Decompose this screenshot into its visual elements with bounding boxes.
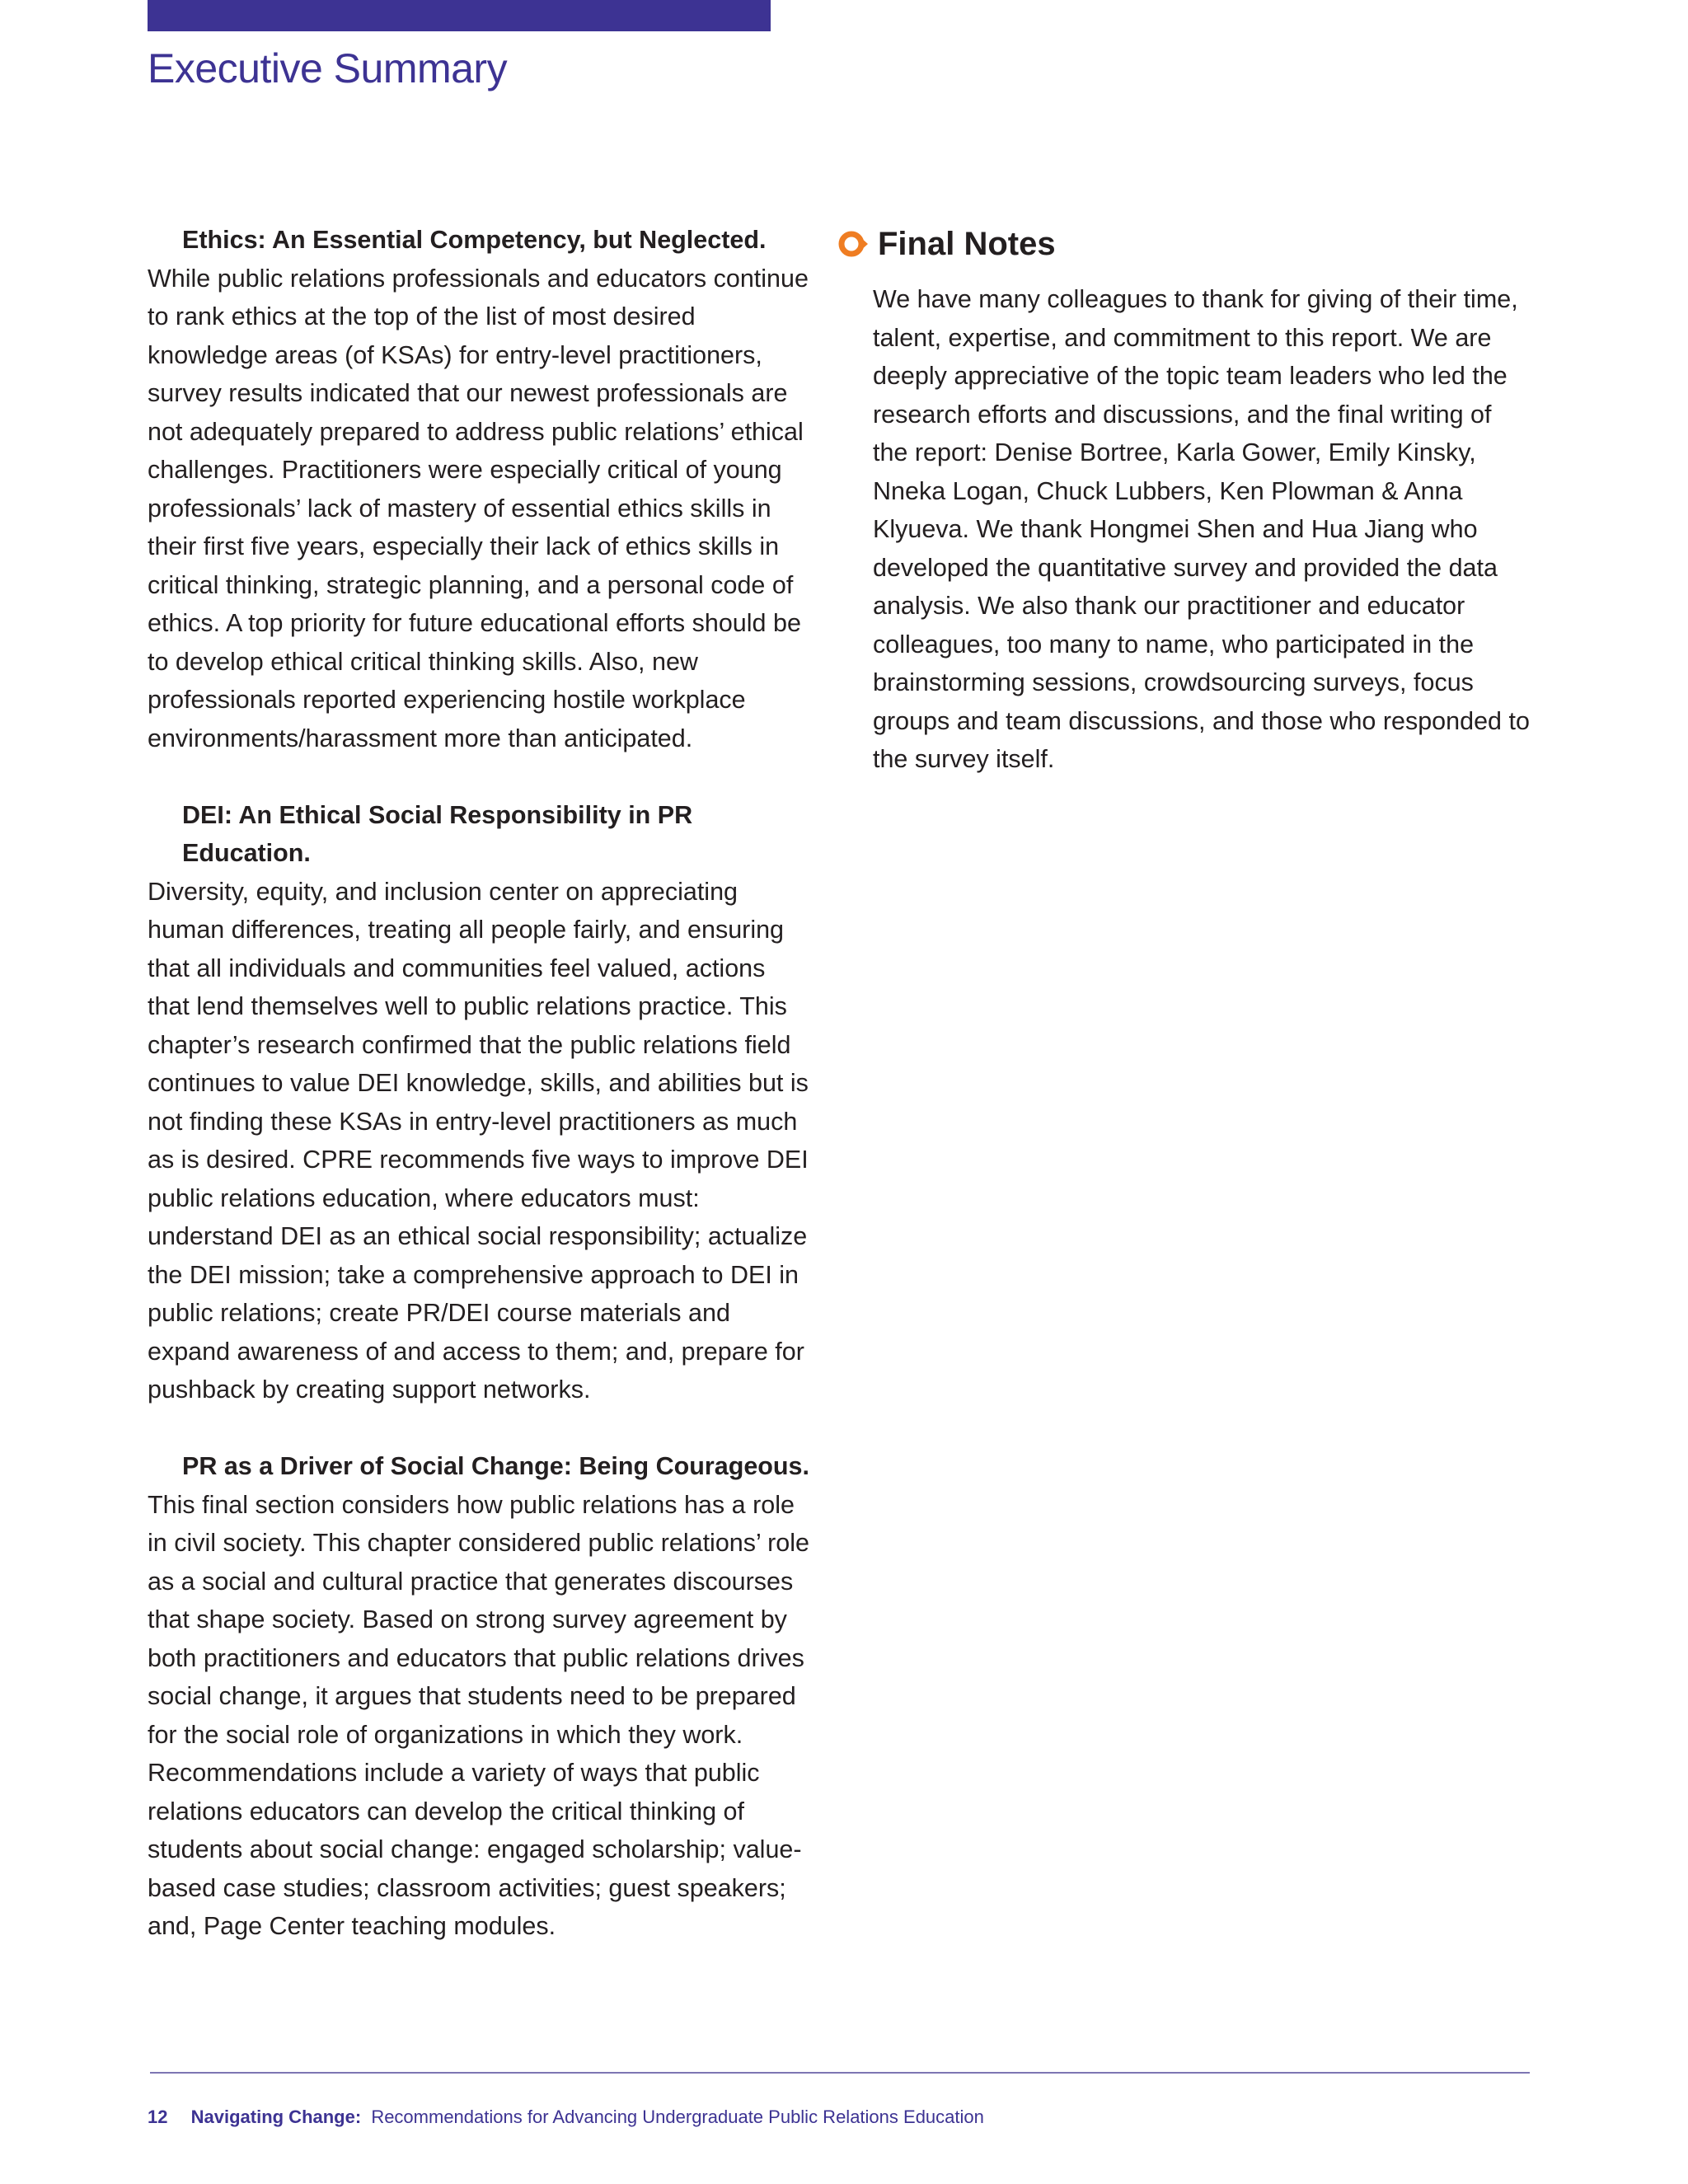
- paragraph-body: While public relations professionals and educators continue to rank ethics at the top of the list of most desired knowledge areas (of KSAs) for entry-level practitioners, survey results indicated that our newest professionals are not adequately prepared to address public relations’ ethical challenges. Practitioners were especially critical of young professionals’ lack of mastery of essential ethics skills in their first five years, especially their lack of ethics skills in critical thinking, strategic planning, and a personal code of ethics. A top priority for future educational efforts should be to develop ethical critical thinking skills. Also, new professionals reported experiencing hostile workplace environments/harassment more than anticipated.: [148, 264, 809, 752]
- header-color-bar: [148, 0, 771, 31]
- footer-divider: [150, 2072, 1530, 2074]
- paragraph-dei: [148, 796, 811, 1409]
- paragraph-lead: PR as a Driver of Social Change: Being Courageous.: [182, 1452, 809, 1480]
- page-footer: [148, 2107, 984, 2128]
- paragraph-body: This final section considers how public relations has a role in civil society. This chapter considered public relations’ role as a social and cultural practice that generates discourses that shape society. Based on strong survey agreement by both practitioners and educators that public relations drives social change, it argues that students need to be prepared for the social role of organizations in which they work. Recommendations include a variety of ways that public relations educators can develop the critical thinking of students about social change: engaged scholarship; value-based case studies; classroom activities; guest speakers; and, Page Center teaching modules.: [148, 1490, 809, 1940]
- paragraph-body: Diversity, equity, and inclusion center on appreciating human differences, treating all people fairly, and ensuring that all individuals and communities feel valued, actions that lend themselves well to public relations practice. This chapter’s research confirmed that the public relations field continues to value DEI knowledge, skills, and abilities but is not finding these KSAs in entry-level practitioners as much as is desired. CPRE recommends five ways to improve DEI public relations education, where educators must: understand DEI as an ethical social responsibility; actualize the DEI mission; take a comprehensive approach to DEI in public relations; create PR/DEI course materials and expand awareness of and access to them; and, prepare for pushback by creating support networks.: [148, 877, 809, 1404]
- section-title: Executive Summary: [148, 45, 508, 91]
- paragraph-lead: DEI: An Ethical Social Responsibility in PR Education.: [182, 800, 693, 867]
- paragraph-social-change: [148, 1447, 811, 1946]
- final-notes-heading: [837, 221, 1537, 267]
- final-notes-section: [837, 221, 1537, 779]
- publication-title: Navigating Change:: [190, 2107, 362, 2127]
- left-column: [148, 221, 811, 1984]
- orange-ring-arrow-icon: [837, 227, 870, 260]
- paragraph-lead: Ethics: An Essential Competency, but Neglected.: [182, 226, 767, 254]
- page-number: 12: [148, 2107, 168, 2127]
- publication-subtitle: Recommendations for Advancing Undergraduate Public Relations Education: [371, 2107, 984, 2127]
- final-notes-body: We have many colleagues to thank for giving of their time, talent, expertise, and commitment to this report. We are deeply appreciative of the topic team leaders who led the research efforts and discussions, and the final writing of the report: Denise Bortree, Karla Gower, Emily Kinsky, Nneka Logan, Chuck Lubbers, Ken Plowman & Anna Klyueva. We thank Hongmei Shen and Hua Jiang who developed the quantitative survey and provided the data analysis. We also thank our practitioner and educator colleagues, too many to name, who participated in the brainstorming sessions, crowdsourcing surveys, focus groups and team discussions, and those who responded to the survey itself.: [873, 285, 1530, 773]
- paragraph-ethics: [148, 221, 811, 757]
- final-notes-title: Final Notes: [878, 225, 1056, 262]
